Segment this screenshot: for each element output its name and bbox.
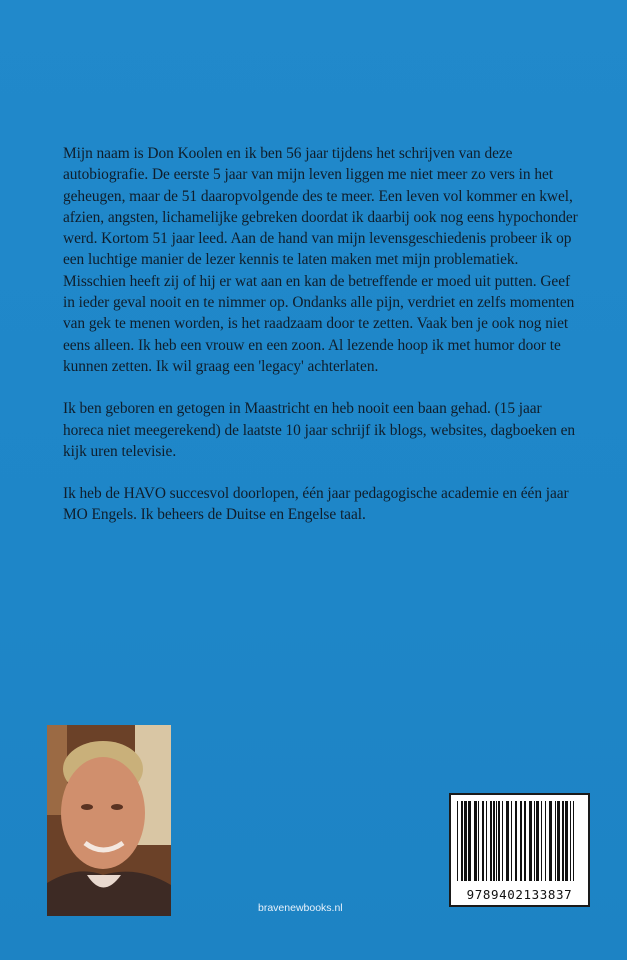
blurb-paragraph-1: Mijn naam is Don Koolen en ik ben 56 jaar tijdens het schrijven van deze autobiografie. De eerste 5 jaar van mijn leven liggen me niet meer zo vers in het geheugen, maar de 51 daaropvolgende des te meer. Een leven vol kommer en kwel, afzien, angsten, lichamelijke gebreken doordat ik daarbij ook nog eens hypochonder werd. Kortom 51 jaar leed. Aan de hand van mijn levensgeschiedenis probeer ik op een luchtige manier de lezer kennis te laten maken met mijn problematiek. Misschien heeft zij of hij er wat aan en kan de betreffende er moed uit putten. Geef in ieder geval nooit en te nimmer op. Ondanks alle pijn, verdriet en zelfs momenten van gek te menen worden, is het raadzaam door te zetten. Vaak ben je ook nog niet eens alleen. Ik heb een vrouw en een zoon. Al lezende hoop ik met humor door te kunnen zetten. Ik wil graag een 'legacy' achterlaten.	[63, 145, 578, 375]
isbn-number: 9789402133837	[466, 887, 573, 902]
isbn-barcode	[449, 793, 590, 907]
publisher-name: bravenewbooks.nl	[258, 902, 343, 914]
author-blurb	[63, 143, 583, 547]
blurb-paragraph-3: Ik heb de HAVO succesvol doorlopen, één jaar pedagogische academie en één jaar MO Engels. Ik beheers de Duitse en Engelse taal.	[63, 485, 569, 524]
blurb-paragraph-2: Ik ben geboren en getogen in Maastricht en heb nooit een baan gehad. (15 jaar horeca niet meegerekend) de laatste 10 jaar schrijf ik blogs, websites, dagboeken en kijk uren televisie.	[63, 400, 576, 460]
author-photo	[47, 725, 171, 916]
barcode-bars	[455, 801, 584, 883]
